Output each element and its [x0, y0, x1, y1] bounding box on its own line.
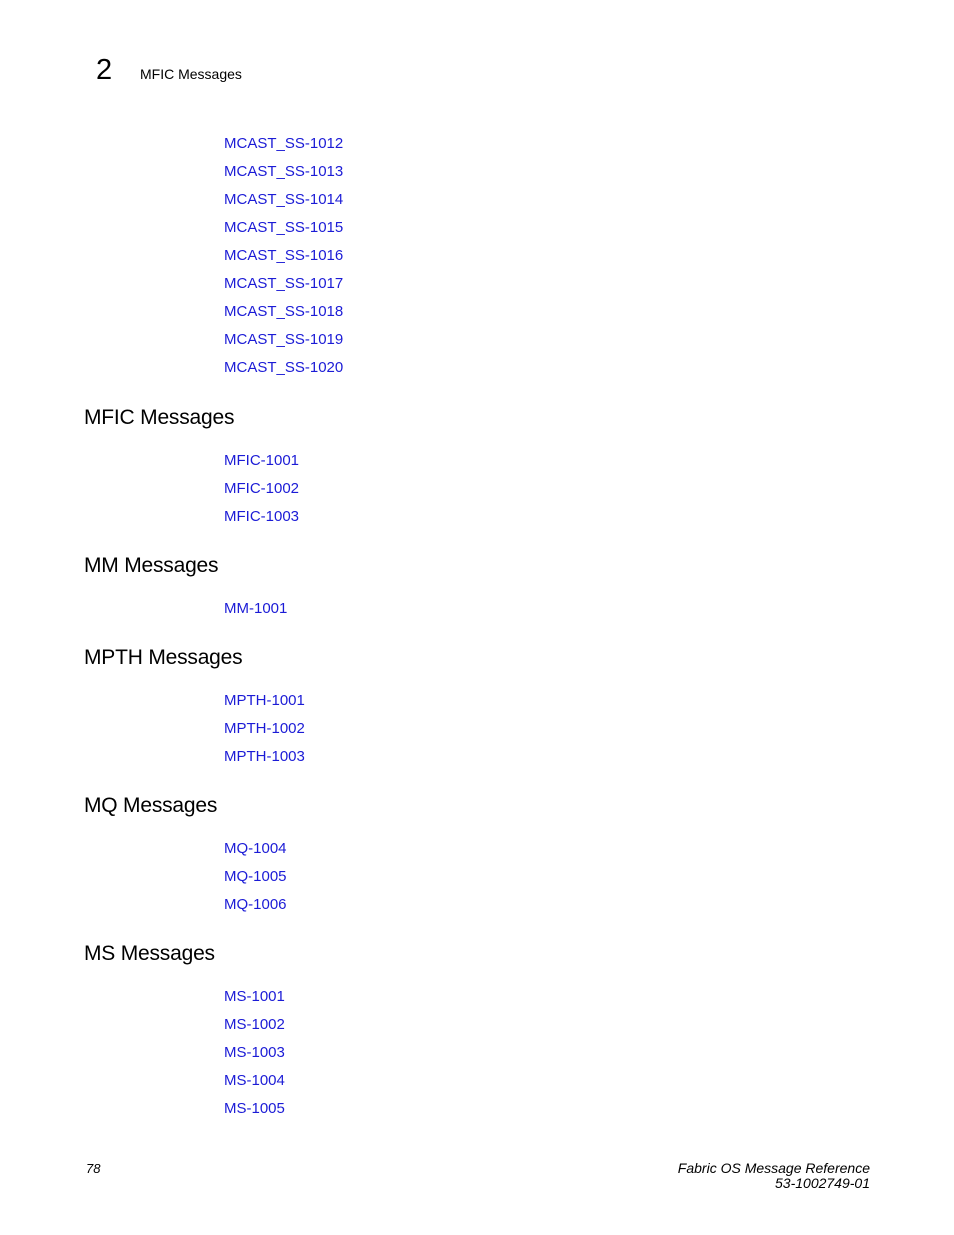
- list-item: [224, 692, 305, 720]
- doc-number: 53-1002749-01: [775, 1175, 870, 1191]
- list-item: [224, 191, 343, 219]
- mfic-link-list: [224, 452, 299, 536]
- list-item: [224, 748, 305, 776]
- message-link[interactable]: MCAST_SS-1020: [224, 359, 344, 376]
- section-heading-mq: MQ Messages: [84, 794, 218, 817]
- list-item: [224, 452, 299, 480]
- message-link[interactable]: MS-1002: [224, 1016, 285, 1033]
- mq-link-list: [224, 840, 287, 924]
- mcast-ss-link-list: [224, 135, 343, 387]
- message-link[interactable]: MPTH-1002: [224, 720, 305, 737]
- message-link[interactable]: MCAST_SS-1017: [224, 275, 344, 292]
- list-item: [224, 303, 343, 331]
- message-link[interactable]: MS-1003: [224, 1044, 285, 1061]
- section-heading-mpth: MPTH Messages: [84, 646, 243, 669]
- message-link[interactable]: MPTH-1001: [224, 692, 305, 709]
- list-item: [224, 219, 343, 247]
- message-link[interactable]: MPTH-1003: [224, 748, 305, 765]
- ms-link-list: [224, 988, 285, 1128]
- message-link[interactable]: MCAST_SS-1015: [224, 219, 344, 236]
- message-link[interactable]: MCAST_SS-1019: [224, 331, 344, 348]
- list-item: [224, 868, 287, 896]
- message-link[interactable]: MS-1005: [224, 1100, 285, 1117]
- list-item: [224, 275, 343, 303]
- mm-link-list: [224, 600, 287, 628]
- list-item: [224, 359, 343, 387]
- list-item: [224, 331, 343, 359]
- section-heading-mfic: MFIC Messages: [84, 406, 235, 429]
- list-item: [224, 988, 285, 1016]
- list-item: [224, 896, 287, 924]
- list-item: [224, 1072, 285, 1100]
- message-link[interactable]: MCAST_SS-1012: [224, 135, 344, 152]
- list-item: [224, 600, 287, 628]
- message-link[interactable]: MS-1001: [224, 988, 285, 1005]
- message-link[interactable]: MFIC-1001: [224, 452, 300, 469]
- footer-doc-info: [678, 1161, 870, 1191]
- list-item: [224, 1044, 285, 1072]
- message-link[interactable]: MCAST_SS-1014: [224, 191, 344, 208]
- message-link[interactable]: MS-1004: [224, 1072, 285, 1089]
- list-item: [224, 163, 343, 191]
- section-heading-ms: MS Messages: [84, 942, 215, 965]
- page-number: 78: [86, 1161, 101, 1176]
- mpth-link-list: [224, 692, 305, 776]
- list-item: [224, 508, 299, 536]
- list-item: [224, 1100, 285, 1128]
- message-link[interactable]: MFIC-1002: [224, 480, 300, 497]
- message-link[interactable]: MCAST_SS-1018: [224, 303, 344, 320]
- doc-title: Fabric OS Message Reference: [677, 1160, 870, 1176]
- list-item: [224, 1016, 285, 1044]
- message-link[interactable]: MFIC-1003: [224, 508, 300, 525]
- message-link[interactable]: MQ-1006: [224, 896, 287, 913]
- message-link[interactable]: MQ-1005: [224, 868, 287, 885]
- message-link[interactable]: MCAST_SS-1016: [224, 247, 344, 264]
- list-item: [224, 135, 343, 163]
- section-heading-mm: MM Messages: [84, 554, 219, 577]
- list-item: [224, 840, 287, 868]
- running-header: MFIC Messages: [140, 66, 242, 82]
- message-link[interactable]: MM-1001: [224, 600, 288, 617]
- message-link[interactable]: MCAST_SS-1013: [224, 163, 344, 180]
- chapter-number: 2: [96, 54, 113, 86]
- list-item: [224, 480, 299, 508]
- list-item: [224, 720, 305, 748]
- message-link[interactable]: MQ-1004: [224, 840, 287, 857]
- list-item: [224, 247, 343, 275]
